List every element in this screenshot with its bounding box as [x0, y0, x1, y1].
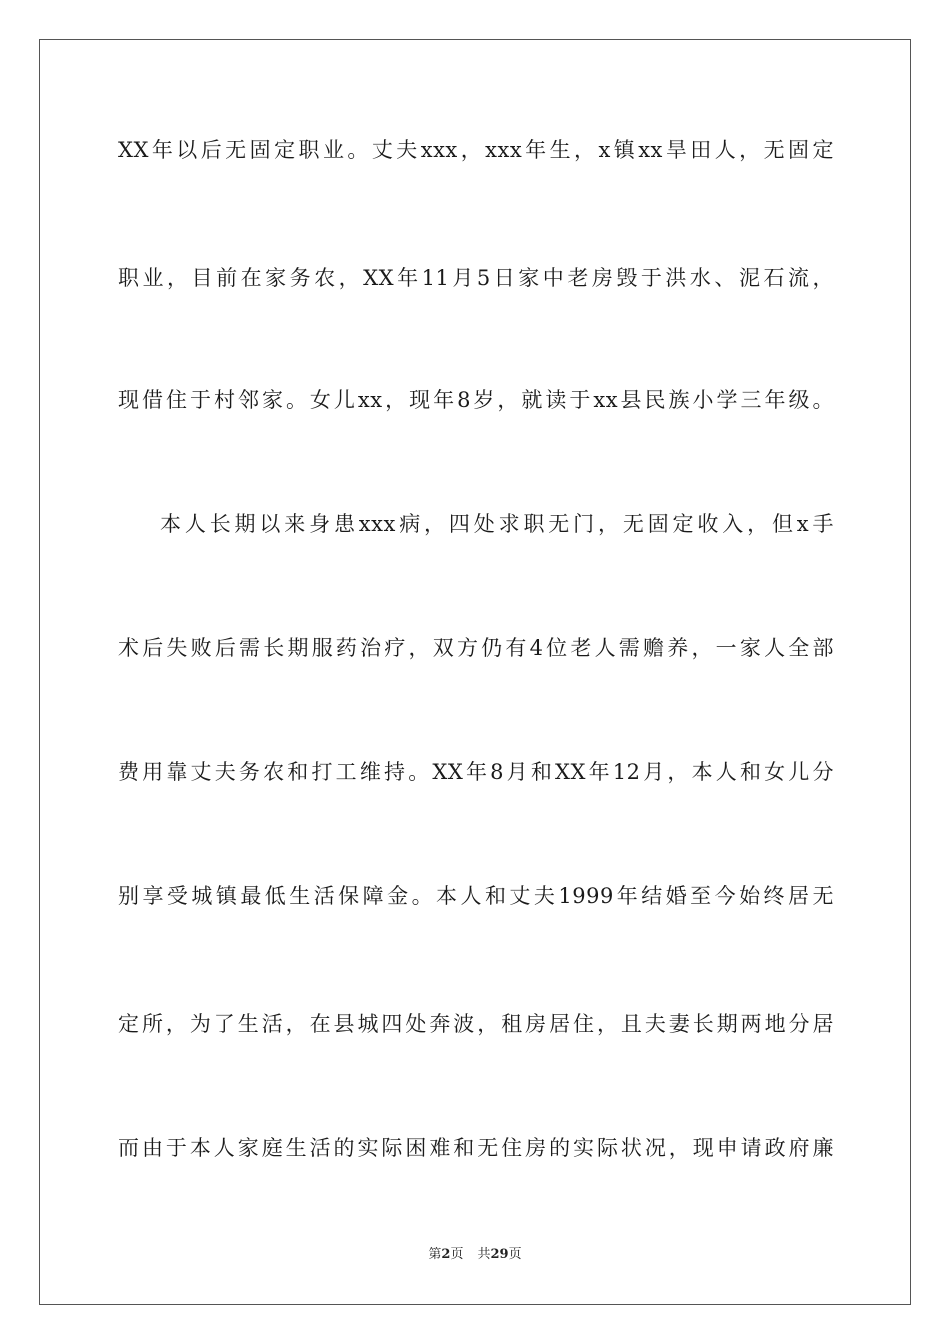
body-line-1: XX年以后无固定职业。丈夫xxx，xxx年生，x镇xx旱田人，无固定 [118, 138, 834, 162]
footer-total-prefix: 共 [477, 1247, 491, 1262]
footer-total-suffix: 页 [508, 1247, 522, 1262]
body-line-3: 现借住于村邻家。女儿xx，现年8岁，就读于xx县民族小学三年级。 [118, 388, 834, 412]
footer-page-prefix: 第 [428, 1247, 442, 1262]
body-line-5: 术后失败后需长期服药治疗，双方仍有4位老人需赡养，一家人全部 [118, 636, 834, 660]
footer-total-pages: 29 [490, 1247, 509, 1262]
page-footer [0, 1246, 950, 1264]
body-line-7: 别享受城镇最低生活保障金。本人和丈夫1999年结婚至今始终居无 [118, 884, 834, 908]
body-line-9: 而由于本人家庭生活的实际困难和无住房的实际状况，现申请政府廉 [118, 1136, 834, 1160]
body-line-2: 职业，目前在家务农，XX年11月5日家中老房毁于洪水、泥石流， [118, 266, 834, 290]
footer-page-suffix: 页 [450, 1247, 464, 1262]
body-line-6: 费用靠丈夫务农和打工维持。XX年8月和XX年12月，本人和女儿分 [118, 760, 834, 784]
page-border [39, 39, 911, 1305]
body-line-4-paragraph-start: 本人长期以来身患xxx病，四处求职无门，无固定收入，但x手 [160, 512, 834, 536]
body-line-8: 定所，为了生活，在县城四处奔波，租房居住，且夫妻长期两地分居 [118, 1012, 834, 1036]
footer-page-number: 2 [441, 1247, 451, 1262]
